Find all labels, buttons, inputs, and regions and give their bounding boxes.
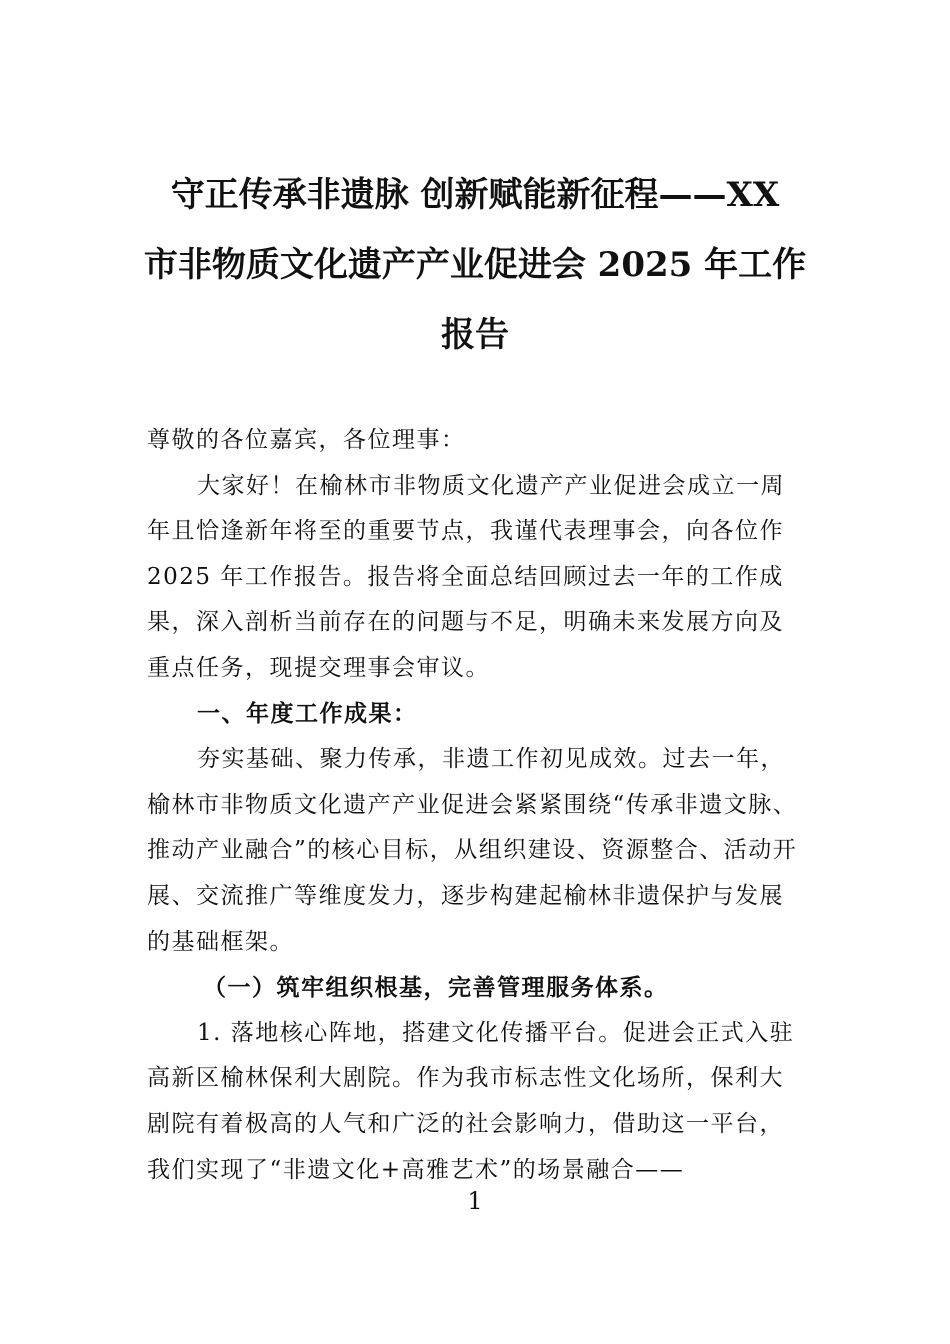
paragraph-intro: 大家好！在榆林市非物质文化遗产产业促进会成立一周年且恰逢新年将至的重要节点，我谨代表理事会，向各位作 2025 年工作报告。报告将全面总结回顾过去一年的工作成果，深入剖析当前存在的问题与不足，明确未来发展方向及重点任务，现提交理事会审议。: [147, 472, 785, 681]
section-heading: 一、年度工作成果：: [197, 700, 418, 727]
subsection-heading: （一）筑牢组织根基，完善管理服务体系。: [203, 974, 669, 1002]
page-number: 1: [467, 1187, 483, 1215]
salutation: 尊敬的各位嘉宾，各位理事：: [147, 427, 466, 453]
document-body: [147, 418, 807, 1193]
title-line-2: 市非物质文化遗产产业促进会 2025 年工作: [143, 245, 807, 285]
paragraph-summary: 夯实基础、聚力传承，非遗工作初见成效。过去一年，榆林市非物质文化遗产产业促进会紧紧围绕“传承非遗文脉、推动产业融合”的核心目标，从组织建设、资源整合、活动开展、交流推广等维度发力，逐步构建起榆林非遗保护与发展的基础框架。: [147, 746, 798, 955]
title-line-1: 守正传承非遗脉 创新赋能新征程——XX: [170, 175, 780, 215]
title-line-3: 报告: [441, 315, 509, 355]
paragraph-item-1: 1. 落地核心阵地，搭建文化传播平台。促进会正式入驻高新区榆林保利大剧院。作为我市标志性文化场所，保利大剧院有着极高的人气和广泛的社会影响力，借助这一平台，我们实现了“非遗文化+高雅艺术”的场景融合——: [147, 1019, 795, 1183]
document-title: [120, 160, 830, 370]
